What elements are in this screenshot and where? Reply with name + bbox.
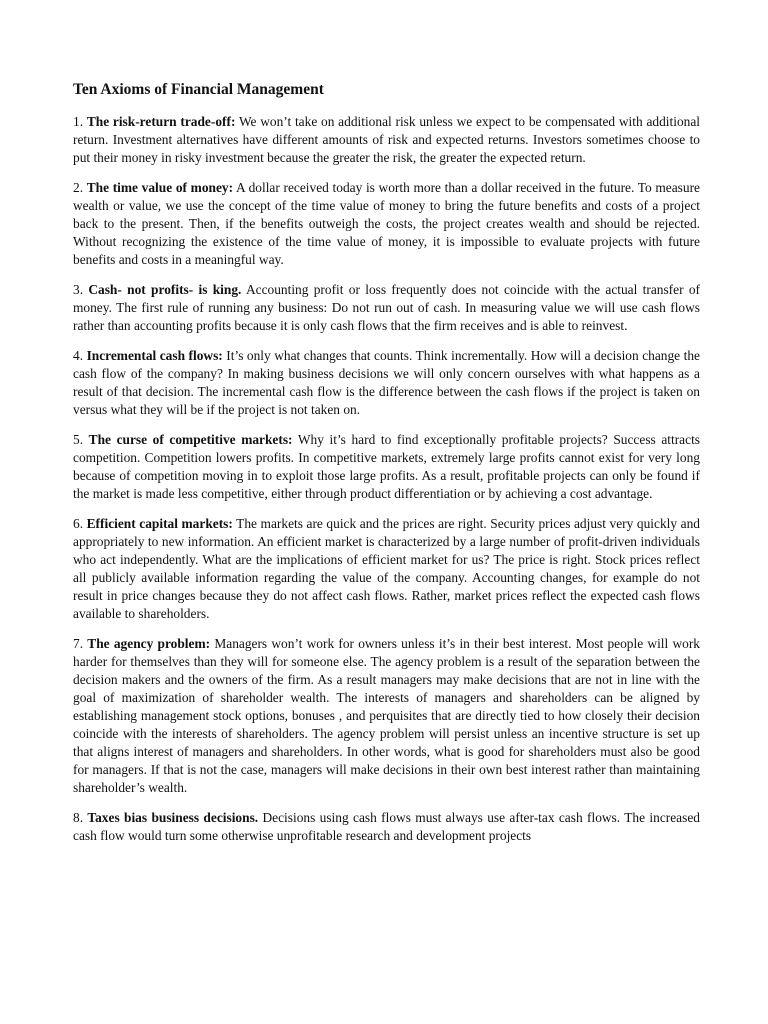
axiom-number: 7.	[73, 636, 84, 651]
axiom-heading: Efficient capital markets:	[86, 516, 233, 531]
axiom-body: Managers won’t work for owners unless it’s in their best interest. Most people will work harder for themselves than they will for someone else. The agency problem is a result of the separation between the decision makers and the owners of the firm. As a result managers may make decisions that are not in line with the goal of maximization of shareholder wealth. The interests of managers and shareholders can be aligned by establishing management stock options, bonuses , and perquisites that are directly tied to how closely their decision coincide with the interests of shareholders. The agency problem will persist unless an incentive structure is set up that aligns interest of managers and shareholders. In other words, what is good for shareholders must also be good for managers. If that is not the case, managers will make decisions in their own best interest rather than maintaining shareholder’s wealth.	[73, 636, 700, 795]
axiom-number: 2.	[73, 180, 84, 195]
axiom-heading: Cash- not profits- is king.	[88, 282, 242, 297]
document-title: Ten Axioms of Financial Management	[73, 81, 324, 98]
axiom-heading: The curse of competitive markets:	[88, 432, 293, 447]
axiom-6	[73, 515, 700, 623]
axiom-7	[73, 635, 700, 797]
axiom-3	[73, 281, 700, 335]
axiom-number: 5.	[73, 432, 84, 447]
axiom-number: 4.	[73, 348, 84, 363]
axiom-number: 1.	[73, 114, 84, 129]
axiom-body: Accounting profit or loss frequently does not coincide with the actual transfer of money. The first rule of running any business: Do not run out of cash. In measuring value we will use cash flows rather than accounting profits because it is only cash flows that the firm receives and is able to reinvest.	[73, 282, 700, 333]
axiom-number: 6.	[73, 516, 84, 531]
axiom-heading: The agency problem:	[87, 636, 211, 651]
axiom-heading: The risk-return trade-off:	[86, 114, 236, 129]
axiom-heading: Incremental cash flows:	[86, 348, 223, 363]
axiom-5	[73, 431, 700, 503]
axiom-2	[73, 179, 700, 269]
axiom-body: The markets are quick and the prices are right. Security prices adjust very quickly and appropriately to new information. An efficient market is characterized by a large number of profit-driven individuals who act independently. What are the implications of efficient market for us? The price is right. Stock prices reflect all publicly available information regarding the value of the company. Accounting changes, for example do not result in price changes because they do not affect cash flows. Rather, market prices reflect the expected cash flows available to shareholders.	[73, 516, 700, 621]
axiom-number: 8.	[73, 810, 84, 825]
axiom-body: It’s only what changes that counts. Think incrementally. How will a decision change the cash flow of the company? In making business decisions we will only concern ourselves with what happens as a result of that decision. The incremental cash flow is the difference between the cash flows if the project is taken on versus what they will be if the project is not taken on.	[73, 348, 700, 417]
axiom-number: 3.	[73, 282, 84, 297]
axiom-1	[73, 113, 700, 167]
axiom-heading: The time value of money:	[86, 180, 234, 195]
axiom-heading: Taxes bias business decisions.	[87, 810, 259, 825]
axiom-body: Decisions using cash flows must always use after-tax cash flows. The increased cash flow would turn some otherwise unprofitable research and development projects	[73, 810, 700, 843]
axiom-8	[73, 809, 700, 845]
axiom-4	[73, 347, 700, 419]
axiom-body: Why it’s hard to find exceptionally profitable projects? Success attracts competition. Competition lowers profits. In competitive markets, extremely large profits cannot exist for very long because of competition moving in to exploit those large profits. As a result, profitable projects can only be found if the market is made less competitive, either through product differentiation or by achieving a cost advantage.	[73, 432, 700, 501]
axiom-body: A dollar received today is worth more than a dollar received in the future. To measure wealth or value, we use the concept of the time value of money to bring the future benefits and costs of a project back to the present. Then, if the benefits outweigh the costs, the project creates wealth and should be rejected. Without recognizing the existence of the time value of money, it is impossible to evaluate projects with future benefits and costs in a meaningful way.	[73, 180, 700, 267]
axiom-body: We won’t take on additional risk unless we expect to be compensated with additional return. Investment alternatives have different amounts of risk and expected returns. Investors sometimes choose to put their money in risky investment because the greater the risk, the greater the expected return.	[73, 114, 701, 165]
document-page	[73, 80, 700, 857]
